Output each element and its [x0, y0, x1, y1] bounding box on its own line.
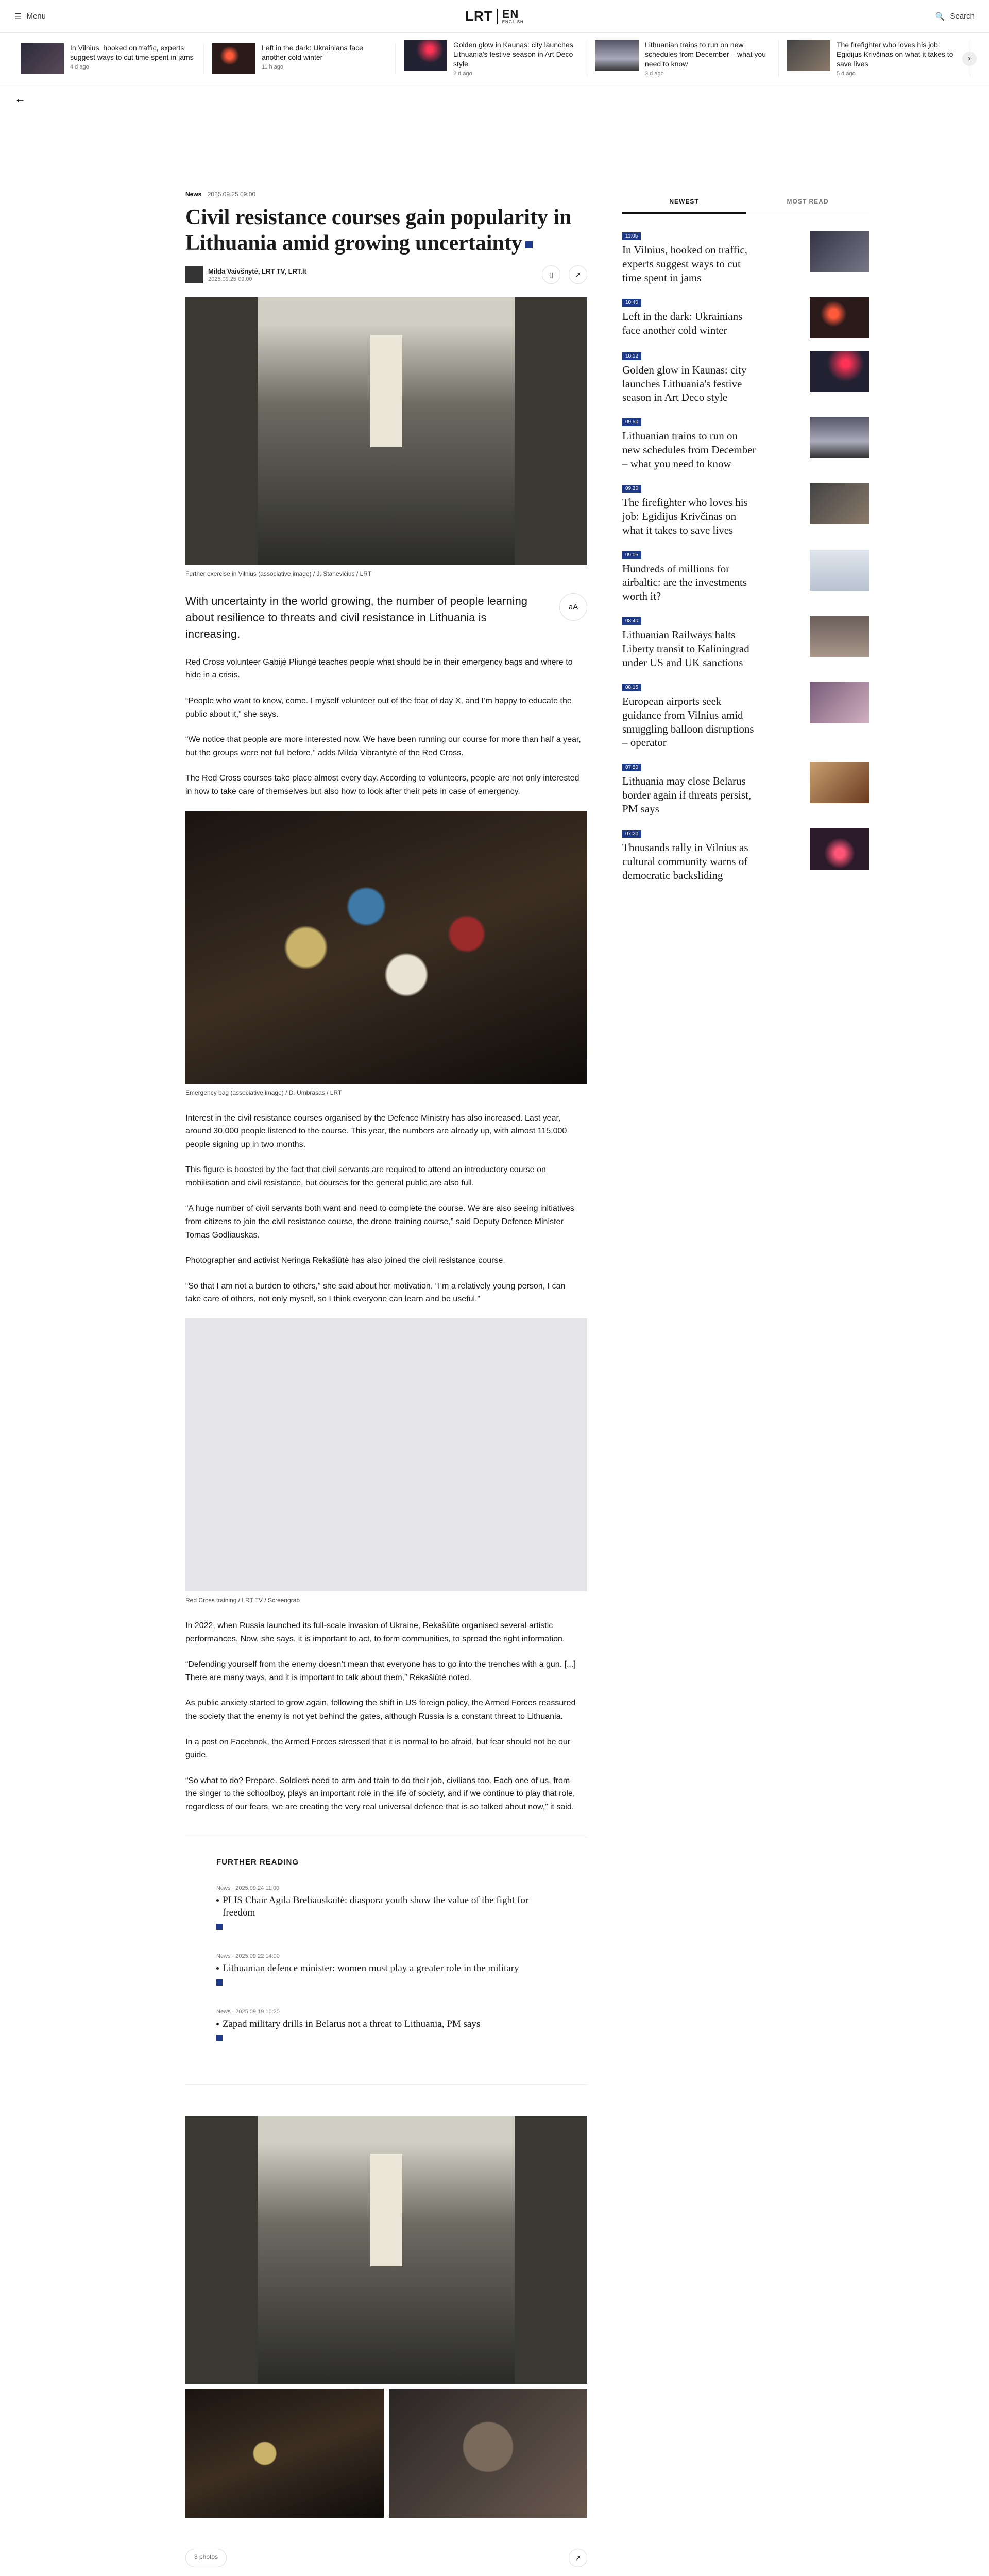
article-category[interactable]: News: [185, 191, 202, 198]
further-reading-title[interactable]: Zapad military drills in Belarus not a threat to Lithuania, PM says: [216, 2018, 556, 2031]
ribbon-time: 2 d ago: [453, 70, 472, 77]
gallery-row: [185, 2389, 587, 2518]
ribbon-item[interactable]: [587, 40, 779, 77]
avatar: [185, 266, 203, 283]
logo-en-block: [502, 9, 524, 24]
news-time-badge: 07:20: [622, 830, 641, 838]
arrow-left-icon[interactable]: ←: [14, 92, 26, 105]
ribbon-next-button[interactable]: [962, 52, 977, 66]
news-ribbon: [0, 33, 989, 84]
sidebar-news-item[interactable]: [622, 756, 869, 822]
further-reading-meta: News · 2025.09.24 11:00: [216, 1885, 280, 1891]
ribbon-thumbnail: [212, 43, 255, 74]
article-paragraph: Interest in the civil resistance courses organised by the Defence Ministry has also increased. Last year, around 30,000 people listened to the course. This year, the numbers are already up, with almost 115,000 people signing up in two months.: [185, 1113, 567, 1149]
ribbon-thumbnail: [787, 40, 830, 71]
search-icon: 🔍: [935, 12, 945, 21]
article-paragraph: Red Cross volunteer Gabijė Pliungė teaches people what should be in their emergency bags and where to hide in a crisis.: [185, 657, 573, 680]
news-time-badge: 10:40: [622, 299, 641, 307]
bottom-tools: [185, 2549, 587, 2567]
sidebar-news-thumbnail: [810, 682, 869, 723]
ribbon-thumbnail: [21, 43, 64, 74]
tab-newest[interactable]: NEWEST: [622, 191, 746, 214]
main-photo[interactable]: [185, 297, 587, 565]
article-paragraph: “Defending yourself from the enemy doesn’t mean that everyone has to go into the trenches with a gun. [...] There are many ways, and it is important to talk about them,” Rekašiūtė noted.: [185, 1660, 576, 1682]
article-paragraph: “So that I am not a burden to others,” she said about her motivation. “I’m a relatively young person, I can take care of others, not only myself, so I think everyone can learn and be useful.”: [185, 1281, 566, 1304]
article-paragraph: “A huge number of civil servants both want and need to complete the course. We are also seeing initiatives from citizens to join the civil resistance course, the drone training course,” said Deputy Defence Minister Tomas Godliauskas.: [185, 1204, 574, 1240]
ribbon-time: 11 h ago: [262, 63, 284, 70]
sidebar-news-title: Thousands rally in Vilnius as cultural community warns of democratic backsliding: [622, 841, 748, 882]
further-reading-item[interactable]: [216, 1953, 556, 1988]
article-paragraph: “We notice that people are more interested now. We have been running our course for more than half a year, but the groups were not full before,” adds Milda Vibrantytė of the Red Cross.: [185, 735, 581, 757]
article: [185, 191, 587, 2567]
gallery-thumbnail[interactable]: [389, 2389, 587, 2518]
bookmark-button[interactable]: [542, 265, 560, 284]
search-button[interactable]: [872, 12, 975, 21]
sidebar-news-title: Lithuanian Railways halts Liberty transit to Kaliningrad under US and UK sanctions: [622, 629, 749, 669]
author-name[interactable]: Milda Vaivšnytė, LRT TV, LRT.lt: [208, 267, 306, 275]
sidebar-news-title: In Vilnius, hooked on traffic, experts suggest ways to cut time spent in jams: [622, 244, 747, 284]
news-time-badge: 09:05: [622, 551, 641, 559]
share-icon: ↗: [575, 270, 581, 279]
tab-most-read[interactable]: MOST READ: [787, 198, 829, 205]
sidebar-news-title: Golden glow in Kaunas: city launches Lithuania's festive season in Art Deco style: [622, 363, 747, 404]
news-time-badge: 09:30: [622, 485, 641, 493]
emergency-bag-photo[interactable]: [185, 811, 587, 1084]
ribbon-thumbnail: [404, 40, 447, 71]
share-button[interactable]: [569, 265, 587, 284]
language-flag-icon: [525, 241, 533, 248]
sidebar-news-item[interactable]: [622, 225, 869, 291]
ribbon-title: The firefighter who loves his job: Egidijus Krivčinas on what it takes to save lives: [837, 41, 953, 68]
ribbon-item[interactable]: [12, 43, 204, 74]
further-reading-item[interactable]: [216, 2009, 556, 2044]
sidebar-news-item[interactable]: [622, 822, 869, 889]
sidebar-news-thumbnail: [810, 550, 869, 591]
further-reading-title[interactable]: PLIS Chair Agila Breliauskaitė: diaspora youth show the value of the fight for freedom: [216, 1894, 556, 1920]
ribbon-item[interactable]: [779, 40, 970, 77]
sidebar-news-item[interactable]: [622, 477, 869, 544]
gallery-thumbnail[interactable]: [185, 2389, 384, 2518]
news-time-badge: 10:12: [622, 352, 641, 360]
language-flag-icon: [216, 1924, 223, 1930]
author-date: 2025.09.25 09:00: [208, 276, 252, 282]
lead-row: [185, 593, 587, 642]
further-reading-meta: News · 2025.09.22 14:00: [216, 1953, 280, 1959]
gallery-count-button[interactable]: 3 photos: [185, 2549, 227, 2567]
ribbon-thumbnail: [595, 40, 639, 71]
sidebar-news-thumbnail: [810, 351, 869, 392]
article-paragraph: “So what to do? Prepare. Soldiers need to arm and train to do their job, civilians too. Each one of us, from the singer to the schoolboy, plays an important role in the life of society, and if we continue to play that role, regardless of our fears, we are creating the very real universal defence that is so talked about now,” it said.: [185, 1776, 575, 1811]
video-embed[interactable]: [185, 1318, 587, 1591]
article-paragraph: As public anxiety started to grow again, following the shift in US foreign policy, the Armed Forces reassured the society that the enemy is not yet behind the gates, although Russia is a constant threat to Lithuania.: [185, 1699, 576, 1721]
article-paragraph: In a post on Facebook, the Armed Forces stressed that it is normal to be afraid, but fear should not be our guide.: [185, 1737, 571, 1760]
logo-en: EN: [502, 7, 519, 21]
sidebar-news-thumbnail: [810, 483, 869, 524]
ribbon-title: In Vilnius, hooked on traffic, experts suggest ways to cut time spent in jams: [70, 43, 194, 61]
news-time-badge: 08:15: [622, 684, 641, 691]
chevron-right-icon: ›: [968, 54, 971, 63]
sidebar-news-title: Lithuanian trains to run on new schedules from December – what you need to know: [622, 430, 756, 470]
hamburger-icon: ☰: [14, 12, 22, 21]
sidebar-news-thumbnail: [810, 231, 869, 272]
article-paragraph: “People who want to know, come. I myself volunteer out of the fear of day X, and I’m happy to educate the public about it,” she says.: [185, 696, 572, 719]
sidebar-news-item[interactable]: [622, 291, 869, 345]
sidebar-news-title: Lithuania may close Belarus border again if threats persist, PM says: [622, 775, 752, 815]
ribbon-item[interactable]: [204, 43, 396, 74]
sidebar-news-item[interactable]: [622, 609, 869, 676]
language-flag-icon: [216, 2035, 223, 2041]
text-size-button[interactable]: aA: [559, 593, 587, 621]
site-header: [0, 0, 989, 33]
sidebar-news-title: Hundreds of millions for airbaltic: are the investments worth it?: [622, 562, 747, 603]
article-title: [185, 205, 587, 256]
further-reading-title[interactable]: Lithuanian defence minister: women must play a greater role in the military: [216, 1962, 556, 1975]
article-date: 2025.09.25 09:00: [207, 191, 256, 198]
sidebar-news-thumbnail: [810, 828, 869, 870]
article-paragraph: This figure is boosted by the fact that civil servants are required to attend an introductory course on mobilisation and civil resistance, but courses for the general public are also full.: [185, 1165, 546, 1188]
news-time-badge: 11:05: [622, 232, 641, 240]
further-reading-item[interactable]: [216, 1885, 556, 1933]
sidebar: [622, 191, 869, 2567]
sidebar-news-thumbnail: [810, 297, 869, 338]
menu-button[interactable]: [14, 12, 117, 21]
article-tools: [542, 265, 587, 284]
logo-lt: LRT: [465, 8, 493, 24]
gallery-main-photo[interactable]: [185, 2116, 587, 2384]
page-layout: [0, 191, 989, 2567]
author-row: [185, 265, 587, 284]
ribbon-item[interactable]: [396, 40, 587, 77]
sidebar-news-item[interactable]: [622, 411, 869, 477]
further-reading-heading: FURTHER READING: [216, 1857, 299, 1867]
logo-separator: [497, 9, 498, 24]
article-lead: With uncertainty in the world growing, the number of people learning about resilience to threats and civil resistance in Lithuania is increasing.: [185, 595, 528, 640]
sidebar-news-thumbnail: [810, 417, 869, 458]
sidebar-news-title: Left in the dark: Ukrainians face another cold winter: [622, 310, 743, 336]
article-paragraph: The Red Cross courses take place almost every day. According to volunteers, people are not only interested in how to take care of themselves but also how to look after their pets in case of emergency.: [185, 774, 579, 796]
news-time-badge: 07:50: [622, 764, 641, 771]
bookmark-icon: ▯: [549, 270, 553, 279]
site-logo[interactable]: [465, 8, 524, 24]
sidebar-news-title: The firefighter who loves his job: Egidijus Krivčinas on what it takes to save lives: [622, 496, 748, 536]
author-block: [185, 266, 306, 283]
article-title-text: Civil resistance courses gain popularity in Lithuania amid growing uncertainty: [185, 206, 572, 255]
photo-caption: Emergency bag (associative image) / D. Umbrasas / LRT: [185, 1089, 342, 1096]
share-button[interactable]: [569, 2549, 587, 2567]
further-reading-meta: News · 2025.09.19 10:20: [216, 2008, 280, 2015]
menu-label: Menu: [26, 12, 46, 21]
logo-en-sub: ENGLISH: [502, 19, 524, 24]
photo-caption: Further exercise in Vilnius (associative image) / J. Stanevičius / LRT: [185, 570, 372, 578]
article-paragraph: Photographer and activist Neringa Rekašiūtė has also joined the civil resistance course.: [185, 1256, 505, 1265]
sidebar-news-thumbnail: [810, 762, 869, 803]
news-time-badge: 08:40: [622, 617, 641, 625]
ribbon-time: 3 d ago: [645, 70, 664, 77]
sidebar-tabs: [622, 191, 869, 214]
back-row: [0, 84, 989, 113]
further-reading: [185, 1837, 587, 2086]
article-meta: [185, 191, 587, 198]
sidebar-news-item[interactable]: [622, 345, 869, 411]
search-label: Search: [950, 12, 975, 21]
sidebar-news-thumbnail: [810, 616, 869, 657]
photo-caption: Red Cross training / LRT TV / Screengrab: [185, 1597, 300, 1604]
sidebar-news-item[interactable]: [622, 544, 869, 610]
sidebar-news-item[interactable]: [622, 676, 869, 756]
share-icon: ↗: [575, 2553, 581, 2562]
ribbon-title: Golden glow in Kaunas: city launches Lithuania's festive season in Art Deco style: [453, 41, 573, 68]
ribbon-title: Left in the dark: Ukrainians face another cold winter: [262, 43, 363, 61]
article-paragraph: In 2022, when Russia launched its full-scale invasion of Ukraine, Rekašiūtė organised several artistic performances. Now, she says, it is important to act, to form communities, to spread the right information.: [185, 1621, 565, 1643]
news-time-badge: 09:50: [622, 418, 641, 426]
ribbon-time: 4 d ago: [70, 63, 89, 70]
ribbon-title: Lithuanian trains to run on new schedules from December – what you need to know: [645, 41, 766, 68]
language-flag-icon: [216, 1979, 223, 1986]
sidebar-news-title: European airports seek guidance from Vilnius amid smuggling balloon disruptions – operator: [622, 694, 754, 749]
ribbon-time: 5 d ago: [837, 70, 856, 77]
